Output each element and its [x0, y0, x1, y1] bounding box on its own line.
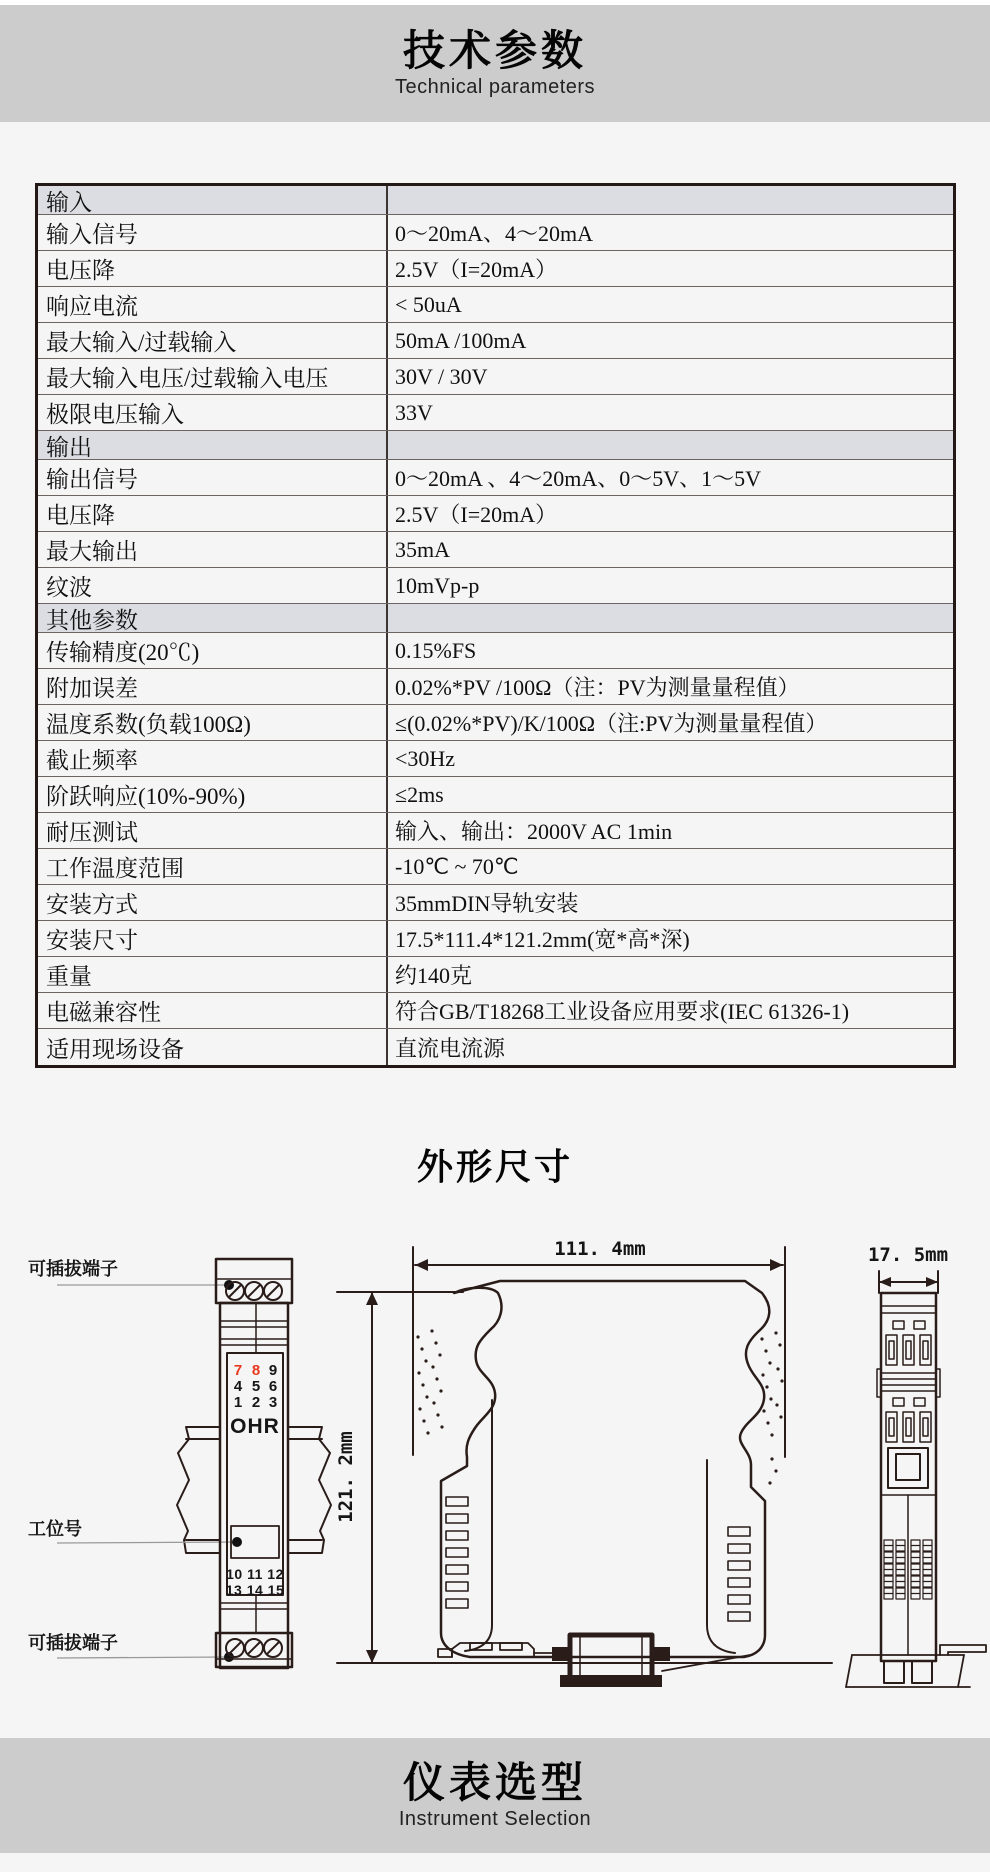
- leader-line: [57, 1542, 237, 1543]
- spec-label: 最大输入电压/过载输入电压: [46, 366, 329, 391]
- height-dimension-label: 121. 2mm: [335, 1431, 357, 1523]
- inner-wall-right: [707, 1460, 735, 1653]
- spec-value: [386, 604, 953, 632]
- spec-label: 输入信号: [46, 222, 138, 247]
- table-row: [38, 186, 953, 215]
- pin-grid-top: [234, 1362, 277, 1411]
- spec-value: -10℃ ~ 70℃: [386, 849, 953, 884]
- module-front-body: [220, 1303, 288, 1668]
- bottom-terminal-label: 可插拔端子: [28, 1633, 118, 1653]
- spec-label: 输入: [46, 189, 92, 215]
- spec-label: 阶跃响应(10%-90%): [46, 784, 246, 809]
- spec-value: 0.02%*PV /100Ω（注：PV为测量量程值）: [386, 669, 953, 704]
- spec-value: 0～20mA、4～20mA: [386, 215, 953, 250]
- end-module-body: [877, 1293, 940, 1683]
- spec-value: 30V / 30V: [386, 359, 953, 394]
- spec-value: 35mA: [386, 532, 953, 567]
- spec-label: 适用现场设备: [46, 1036, 184, 1062]
- table-row: [38, 215, 953, 251]
- spec-label: 纹波: [46, 575, 92, 600]
- spec-label: 最大输出: [46, 539, 138, 564]
- spec-label: 耐压测试: [46, 820, 138, 845]
- table-row: [38, 431, 953, 460]
- side-silhouette: [441, 1281, 769, 1657]
- table-row: [38, 532, 953, 568]
- spec-value: 2.5V（I=20mA）: [386, 251, 953, 286]
- table-row: [38, 957, 953, 993]
- top-terminal-label: 可插拔端子: [28, 1259, 118, 1279]
- spec-value: 约140克: [386, 957, 953, 992]
- table-row: [38, 251, 953, 287]
- footer-title: 仪表选型: [402, 1758, 587, 1806]
- svg-text:13 14 15: 13 14 15: [225, 1582, 285, 1598]
- table-row: [38, 323, 953, 359]
- table-row: [38, 496, 953, 532]
- spec-value: 输入、输出：2000V AC 1min: [386, 813, 953, 848]
- spec-label: 温度系数(负载100Ω): [46, 712, 251, 737]
- spec-label: 工作温度范围: [46, 856, 184, 881]
- depth-dimension: [868, 1244, 948, 1293]
- spec-label: 极限电压输入: [46, 402, 184, 427]
- header-banner: [0, 5, 990, 122]
- spec-label: 其他参数: [46, 607, 138, 633]
- spec-label: 电压降: [46, 258, 115, 283]
- spec-label: 输出: [46, 434, 92, 460]
- dimension-drawing: [0, 1235, 990, 1705]
- spec-value: ≤(0.02%*PV)/K/100Ω（注:PV为测量量程值）: [386, 705, 953, 740]
- table-row: [38, 359, 953, 395]
- svg-text:1: 1: [233, 1394, 243, 1411]
- station-label: 工位号: [28, 1519, 82, 1539]
- table-row: [38, 741, 953, 777]
- table-row: [38, 777, 953, 813]
- svg-text:7: 7: [233, 1362, 243, 1379]
- page-subtitle: Technical parameters: [394, 76, 596, 99]
- bus-connector: [552, 1635, 670, 1687]
- footer-banner: [0, 1738, 990, 1853]
- spec-value: [386, 186, 953, 214]
- table-row: [38, 813, 953, 849]
- front-view-drawing: [28, 1258, 331, 1668]
- svg-text:10 11 12: 10 11 12: [226, 1566, 284, 1582]
- screw-icon: [226, 1282, 282, 1300]
- width-dimension-label: 111. 4mm: [554, 1238, 646, 1260]
- bottom-terminal-block: [216, 1633, 292, 1667]
- svg-text:6: 6: [268, 1378, 278, 1395]
- end-view-drawing: [846, 1244, 986, 1687]
- svg-text:2: 2: [251, 1394, 261, 1411]
- spec-value: <30Hz: [386, 741, 953, 776]
- table-row: [38, 633, 953, 669]
- pin-grid-bottom: [226, 1566, 285, 1598]
- spec-value: 符合GB/T18268工业设备应用要求(IEC 61326-1): [386, 993, 953, 1028]
- spec-table: [35, 183, 956, 1068]
- brand-logo: OHR: [230, 1415, 280, 1438]
- depth-dimension-label: 17. 5mm: [867, 1244, 949, 1266]
- din-rail-end-icon: [846, 1645, 986, 1687]
- width-dimension: [413, 1238, 785, 1457]
- dotted-texture: [416, 1329, 783, 1484]
- spec-label: 电磁兼容性: [46, 1000, 161, 1025]
- height-dimension: [335, 1292, 832, 1663]
- dimensions-title: 外形尺寸: [416, 1146, 573, 1187]
- din-rail-icon: [177, 1427, 331, 1553]
- spec-label: 安装方式: [46, 892, 138, 917]
- leader-line: [57, 1657, 229, 1658]
- spec-value: 50mA /100mA: [386, 323, 953, 358]
- spec-label: 传输精度(20℃): [46, 640, 200, 665]
- table-row: [38, 849, 953, 885]
- table-row: [38, 921, 953, 957]
- svg-text:8: 8: [251, 1362, 261, 1379]
- spec-value: 2.5V（I=20mA）: [386, 496, 953, 531]
- spec-label: 重量: [46, 964, 92, 989]
- table-row: [38, 568, 953, 604]
- spec-value: 直流电流源: [386, 1029, 953, 1065]
- svg-text:3: 3: [268, 1394, 278, 1411]
- latch: [888, 1448, 928, 1488]
- spec-value: [386, 431, 953, 459]
- table-row: [38, 395, 953, 431]
- spec-value: 33V: [386, 395, 953, 430]
- leader-dot: [232, 1537, 242, 1547]
- spec-label: 安装尺寸: [46, 928, 138, 953]
- table-row: [38, 885, 953, 921]
- svg-text:9: 9: [268, 1362, 278, 1379]
- page-title: 技术参数: [402, 26, 587, 74]
- screw-icon: [226, 1639, 282, 1657]
- spec-label: 截止频率: [46, 748, 138, 773]
- spec-value: < 50uA: [386, 287, 953, 322]
- table-row: [38, 705, 953, 741]
- svg-text:4: 4: [233, 1378, 243, 1395]
- spec-label: 最大输入/过载输入: [46, 330, 237, 355]
- side-view-drawing: [335, 1238, 832, 1687]
- spec-label: 附加误差: [46, 676, 138, 701]
- table-row: [38, 460, 953, 496]
- spec-value: 17.5*111.4*121.2mm(宽*高*深): [386, 921, 953, 956]
- spec-value: 35mmDIN导轨安装: [386, 885, 953, 920]
- svg-text:5: 5: [251, 1378, 261, 1395]
- spec-value: ≤2ms: [386, 777, 953, 812]
- spec-value: 0～20mA 、4～20mA、0～5V、1～5V: [386, 460, 953, 495]
- table-row: [38, 604, 953, 633]
- table-row: [38, 669, 953, 705]
- footer-subtitle: Instrument Selection: [398, 1808, 592, 1831]
- spec-value: 10mVp-p: [386, 568, 953, 603]
- spec-label: 响应电流: [46, 294, 138, 319]
- spec-label: 输出信号: [46, 467, 138, 492]
- table-row: [38, 1029, 953, 1065]
- table-row: [38, 287, 953, 323]
- spec-value: 0.15%FS: [386, 633, 953, 668]
- spec-label: 电压降: [46, 503, 115, 528]
- table-row: [38, 993, 953, 1029]
